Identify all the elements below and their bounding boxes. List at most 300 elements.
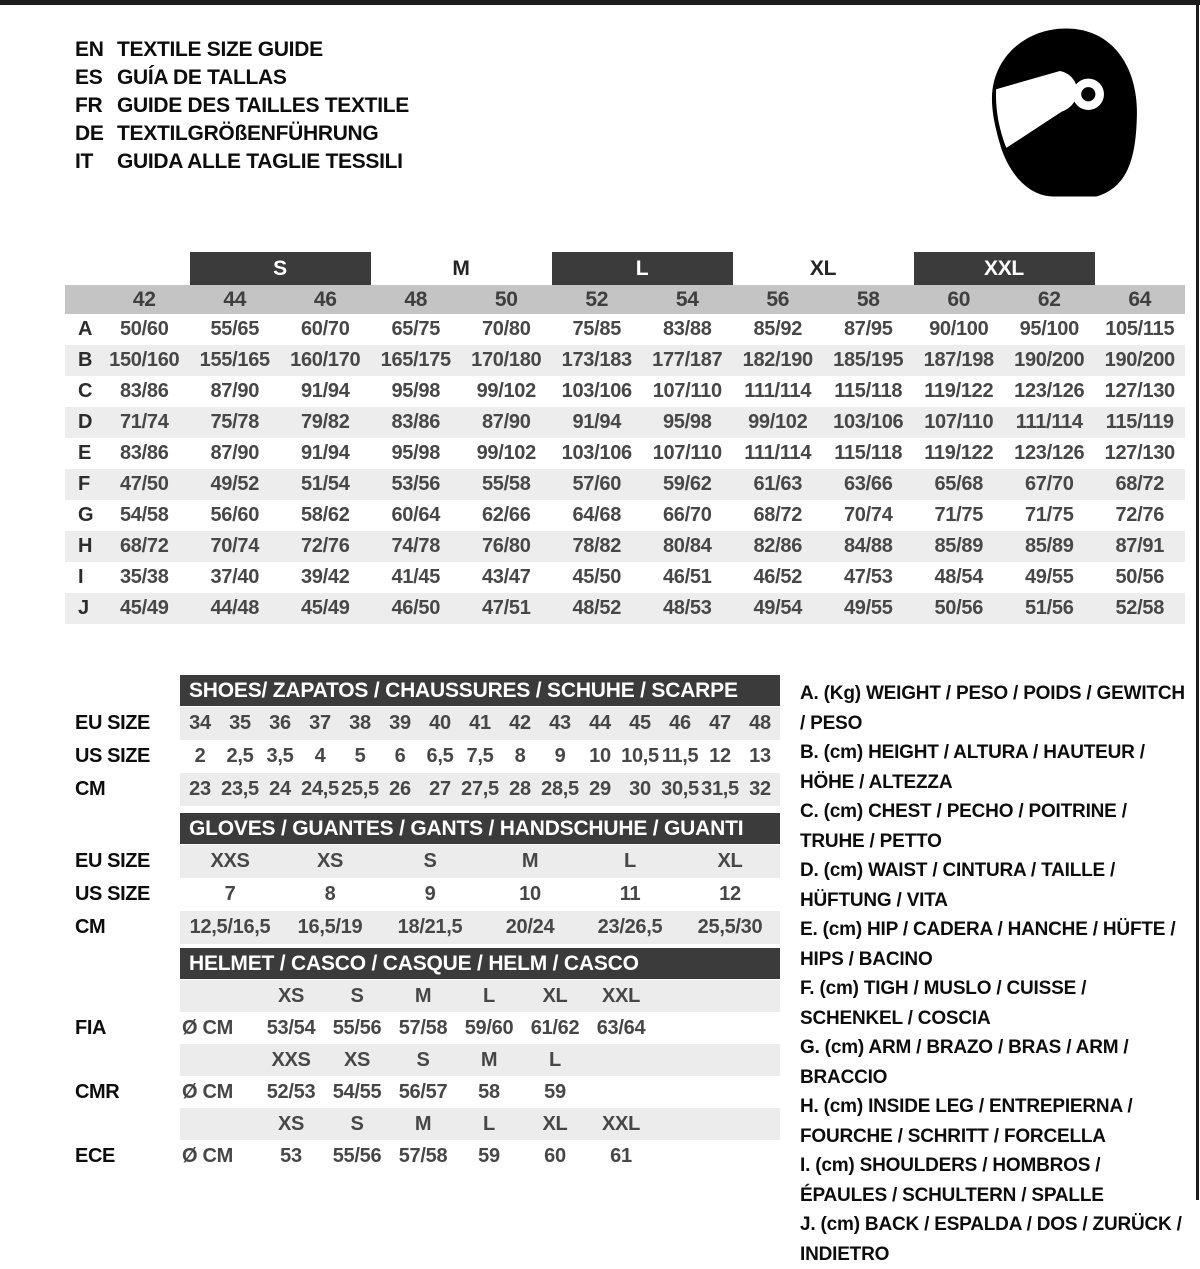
- size-column-header: 58: [823, 285, 914, 314]
- shoes-row: [75, 773, 787, 806]
- size-value-cell: 45/50: [572, 566, 622, 588]
- helmet-size-value: 56/57: [398, 1080, 448, 1103]
- size-value-cell: 48/52: [552, 593, 643, 624]
- gloves-value-cell: 20/24: [505, 916, 555, 938]
- size-value-cell: 71/75: [934, 504, 984, 526]
- helmet-size-label: M: [414, 984, 432, 1007]
- gloves-value-cell: 7: [224, 883, 236, 905]
- size-value-cell: 182/190: [733, 345, 824, 376]
- size-value-cell: 71/74: [99, 407, 190, 438]
- gloves-row-cells: [180, 878, 780, 911]
- shoes-value-cell: 35: [229, 712, 251, 734]
- shoes-value-cell: 39: [389, 712, 411, 734]
- gloves-value-cell: S: [423, 850, 437, 872]
- size-group-s: S: [190, 252, 371, 285]
- size-value-cell: 72/76: [1115, 504, 1165, 526]
- size-column-header: 62: [1004, 285, 1095, 314]
- helmet-size-value: 59: [544, 1080, 566, 1103]
- size-value-cell: 91/94: [300, 442, 350, 464]
- shoes-value-cell: 7,5: [466, 745, 494, 767]
- shoes-value-cell: 9: [554, 745, 566, 767]
- helmet-size-label: S: [350, 984, 364, 1007]
- size-value-cell: 49/54: [733, 593, 824, 624]
- size-value-cell: 51/54: [280, 469, 371, 500]
- helmet-value-cells: [180, 1076, 780, 1108]
- helmet-size-label: XS: [277, 984, 305, 1007]
- helmet-size-value: 57/58: [398, 1144, 448, 1167]
- gloves-row-label: EU SIZE: [75, 850, 150, 872]
- size-group-m: M: [452, 256, 470, 280]
- gloves-table-title: GLOVES / GUANTES / GANTS / HANDSCHUHE / GUANTI: [180, 813, 780, 844]
- size-value-cell: 74/78: [371, 531, 462, 562]
- shoes-row-cells: [180, 773, 780, 806]
- size-column-header: 48: [371, 285, 462, 314]
- helmet-value-row: [75, 1076, 787, 1108]
- size-value-cell: 85/89: [1004, 531, 1095, 562]
- size-value-cell: 82/86: [733, 531, 824, 562]
- shoes-value-cell: 10: [589, 745, 611, 767]
- helmet-value-row: [75, 1140, 787, 1172]
- helmet-size-label: XL: [542, 984, 568, 1007]
- size-value-cell: 63/66: [823, 469, 914, 500]
- shoes-value-cell: 45: [629, 712, 651, 734]
- size-value-cell: 103/106: [823, 407, 914, 438]
- helmet-value-row: [75, 1012, 787, 1044]
- helmet-size-value: 61/62: [530, 1016, 580, 1039]
- legend-item: E. (cm) HIP / CADERA / HANCHE / HÜFTE / HIPS / BACINO: [800, 919, 1176, 970]
- row-letter: B: [65, 345, 99, 376]
- size-group-header-row: [65, 252, 1185, 285]
- size-value-cell: 107/110: [652, 442, 722, 464]
- size-column-header: 46: [280, 285, 371, 314]
- size-value-cell: 127/130: [1104, 442, 1175, 464]
- helmet-value-cells: [180, 1012, 780, 1044]
- size-value-cell: 173/183: [552, 345, 643, 376]
- page-right-border: [1196, 0, 1199, 1200]
- language-code: FR: [75, 94, 103, 117]
- size-value-cell: 99/102: [476, 380, 536, 402]
- shoes-value-cell: 38: [349, 712, 371, 734]
- language-row: [75, 92, 409, 120]
- measurement-legend: [800, 679, 1185, 1269]
- size-value-cell: 119/122: [924, 442, 994, 464]
- size-value-cell: 70/80: [481, 318, 531, 340]
- size-value-cell: 60/64: [391, 504, 441, 526]
- size-value-cell: 87/90: [461, 407, 552, 438]
- size-value-cell: 95/98: [391, 442, 441, 464]
- size-column-header: 56: [733, 285, 824, 314]
- shoes-value-cell: 32: [749, 778, 771, 800]
- size-value-cell: 48/53: [642, 593, 733, 624]
- size-value-cell: 83/86: [119, 380, 169, 402]
- gloves-row-label: CM: [75, 916, 106, 938]
- shoes-value-cell: 44: [589, 712, 611, 734]
- size-value-cell: 49/52: [190, 469, 281, 500]
- shoes-row-label: US SIZE: [75, 745, 150, 767]
- helmet-size-header-cells: [180, 1108, 780, 1140]
- gloves-value-cell: 16,5/19: [297, 916, 363, 938]
- size-value-cell: 50/56: [914, 593, 1005, 624]
- size-value-cell: 55/65: [210, 318, 260, 340]
- size-value-cell: 95/98: [642, 407, 733, 438]
- size-column-header: 42: [99, 285, 190, 314]
- gloves-value-cell: 11: [619, 883, 641, 905]
- helmet-size-label: S: [416, 1048, 430, 1071]
- legend-item: B. (cm) HEIGHT / ALTURA / HAUTEUR / HÖHE / ALTEZZA: [800, 742, 1145, 793]
- shoes-row: [75, 740, 787, 773]
- diameter-unit: Ø CM: [182, 1144, 234, 1167]
- helmet-table-title: HELMET / CASCO / CASQUE / HELM / CASCO: [180, 948, 780, 979]
- size-value-cell: 185/195: [823, 345, 914, 376]
- legend-item: A. (Kg) WEIGHT / PESO / POIDS / GEWITCH / PESO: [800, 683, 1185, 734]
- size-value-cell: 55/58: [461, 469, 552, 500]
- helmet-value-cells: [180, 1140, 780, 1172]
- shoes-value-cell: 24,5: [301, 778, 339, 800]
- language-title: TEXTILGRÖßENFÜHRUNG: [117, 122, 379, 145]
- size-value-cell: 190/200: [1004, 345, 1095, 376]
- row-letter: J: [65, 593, 99, 624]
- size-value-cell: 70/74: [843, 504, 893, 526]
- helmet-size-value: 59/60: [464, 1016, 514, 1039]
- size-value-cell: 87/90: [210, 442, 260, 464]
- textile-row: [65, 500, 1185, 531]
- size-value-cell: 71/75: [1024, 504, 1074, 526]
- size-column-header-row: [65, 285, 1185, 314]
- shoes-value-cell: 27,5: [461, 778, 499, 800]
- shoes-value-cell: 5: [354, 745, 366, 767]
- helmet-size-header-row: [75, 1044, 787, 1076]
- gloves-row: [75, 878, 787, 911]
- shoes-value-cell: 31,5: [701, 778, 739, 800]
- shoes-value-cell: 6,5: [426, 745, 454, 767]
- textile-row: [65, 314, 1185, 345]
- gloves-table: [75, 813, 787, 944]
- shoes-table-title: SHOES/ ZAPATOS / CHAUSSURES / SCHUHE / SCARPE: [180, 675, 780, 706]
- size-value-cell: 75/85: [572, 318, 622, 340]
- legend-item: G. (cm) ARM / BRAZO / BRAS / ARM / BRACCIO: [800, 1037, 1129, 1088]
- shoes-value-cell: 48: [749, 712, 771, 734]
- helmet-icon: [983, 24, 1145, 202]
- size-value-cell: 35/38: [119, 566, 169, 588]
- size-value-cell: 59/62: [642, 469, 733, 500]
- size-value-cell: 103/106: [561, 442, 632, 464]
- size-value-cell: 90/100: [929, 318, 989, 340]
- gloves-row-cells: [180, 911, 780, 944]
- size-value-cell: 127/130: [1104, 380, 1175, 402]
- textile-row: [65, 531, 1185, 562]
- size-value-cell: 105/115: [1105, 318, 1175, 340]
- size-value-cell: 52/58: [1095, 593, 1186, 624]
- size-value-cell: 150/160: [99, 345, 190, 376]
- gloves-value-cell: XS: [316, 850, 344, 872]
- size-value-cell: 39/42: [300, 566, 350, 588]
- diameter-unit: Ø CM: [182, 1080, 234, 1103]
- helmet-size-value: 61: [610, 1144, 632, 1167]
- gloves-value-cell: 23/26,5: [597, 916, 663, 938]
- shoes-value-cell: 2,5: [226, 745, 254, 767]
- size-value-cell: 85/89: [914, 531, 1005, 562]
- helmet-size-value: 55/56: [332, 1144, 382, 1167]
- shoes-value-cell: 40: [429, 712, 451, 734]
- legend-item: J. (cm) BACK / ESPALDA / DOS / ZURÜCK / INDIETRO: [800, 1214, 1182, 1265]
- size-value-cell: 44/48: [190, 593, 281, 624]
- gloves-value-cell: 18/21,5: [397, 916, 463, 938]
- size-value-cell: 43/47: [481, 566, 531, 588]
- helmet-size-header-row: [75, 980, 787, 1012]
- shoes-row: [75, 707, 787, 740]
- size-value-cell: 107/110: [914, 407, 1005, 438]
- gloves-value-cell: XL: [717, 850, 743, 872]
- shoes-value-cell: 30,5: [661, 778, 699, 800]
- shoes-value-cell: 43: [549, 712, 571, 734]
- row-letter: E: [78, 442, 92, 464]
- textile-row: [65, 407, 1185, 438]
- textile-size-table: [65, 252, 1185, 624]
- page-top-border: [0, 0, 1200, 5]
- helmet-size-header-row: [75, 1108, 787, 1140]
- standard-label-ece: ECE: [75, 1144, 115, 1167]
- size-value-cell: 160/170: [280, 345, 371, 376]
- shoes-value-cell: 30: [629, 778, 651, 800]
- size-value-cell: 57/60: [552, 469, 643, 500]
- size-value-cell: 58/62: [300, 504, 350, 526]
- size-value-cell: 115/119: [1095, 407, 1186, 438]
- shoes-value-cell: 8: [514, 745, 526, 767]
- size-value-cell: 115/118: [834, 380, 903, 402]
- size-value-cell: 80/84: [642, 531, 733, 562]
- helmet-size-value: 59: [478, 1144, 500, 1167]
- size-value-cell: 75/78: [190, 407, 281, 438]
- helmet-table: [75, 948, 787, 1172]
- gloves-value-cell: 10: [519, 883, 541, 905]
- size-value-cell: 85/92: [753, 318, 803, 340]
- size-value-cell: 95/98: [391, 380, 441, 402]
- helmet-size-label: L: [483, 984, 495, 1007]
- row-letter: I: [78, 566, 84, 588]
- size-value-cell: 165/175: [371, 345, 462, 376]
- size-value-cell: 49/55: [1024, 566, 1074, 588]
- textile-row: [65, 345, 1185, 376]
- helmet-size-value: 55/56: [332, 1016, 382, 1039]
- shoes-value-cell: 11,5: [661, 745, 699, 767]
- size-value-cell: 95/100: [1019, 318, 1079, 340]
- size-value-cell: 79/82: [280, 407, 371, 438]
- helmet-size-value: 53: [280, 1144, 302, 1167]
- size-value-cell: 187/198: [914, 345, 1005, 376]
- group-spacer-cell: [65, 252, 190, 285]
- legend-item: C. (cm) CHEST / PECHO / POITRINE / TRUHE / PETTO: [800, 801, 1127, 852]
- size-value-cell: 103/106: [561, 380, 632, 402]
- helmet-size-label: XL: [542, 1112, 568, 1135]
- shoes-value-cell: 23: [189, 778, 211, 800]
- size-value-cell: 61/63: [733, 469, 824, 500]
- size-value-cell: 46/50: [371, 593, 462, 624]
- standard-label-fia: FIA: [75, 1016, 107, 1039]
- textile-row: [65, 438, 1185, 469]
- legend-item: I. (cm) SHOULDERS / HOMBROS / ÉPAULES / SCHULTERN / SPALLE: [800, 1155, 1104, 1206]
- size-value-cell: 170/180: [461, 345, 552, 376]
- size-value-cell: 70/74: [190, 531, 281, 562]
- column-header-corner: [65, 285, 99, 314]
- helmet-size-label: XXL: [602, 984, 640, 1007]
- shoes-table: [75, 675, 787, 806]
- gloves-row-cells: [180, 845, 780, 878]
- language-row: [75, 36, 409, 64]
- size-value-cell: 56/60: [210, 504, 260, 526]
- size-value-cell: 83/86: [119, 442, 169, 464]
- size-value-cell: 72/76: [280, 531, 371, 562]
- size-value-cell: 47/50: [99, 469, 190, 500]
- helmet-size-value: 60: [544, 1144, 566, 1167]
- shoes-row-cells: [180, 707, 780, 740]
- size-group-xxl: XXL: [914, 252, 1095, 285]
- helmet-size-header-cells: [180, 1044, 780, 1076]
- size-value-cell: 155/165: [190, 345, 281, 376]
- shoes-value-cell: 46: [669, 712, 691, 734]
- shoes-value-cell: 13: [749, 745, 771, 767]
- shoes-value-cell: 25,5: [341, 778, 379, 800]
- size-value-cell: 37/40: [210, 566, 260, 588]
- helmet-size-header-cells: [180, 980, 780, 1012]
- shoes-value-cell: 28,5: [541, 778, 579, 800]
- size-value-cell: 64/68: [572, 504, 622, 526]
- shoes-value-cell: 10,5: [621, 745, 659, 767]
- shoes-value-cell: 6: [394, 745, 406, 767]
- size-value-cell: 177/187: [642, 345, 733, 376]
- diameter-unit: Ø CM: [182, 1016, 234, 1039]
- size-value-cell: 50/56: [1115, 566, 1165, 588]
- size-value-cell: 83/88: [662, 318, 712, 340]
- size-value-cell: 46/52: [753, 566, 803, 588]
- language-code: IT: [75, 150, 94, 173]
- helmet-size-label: XS: [277, 1112, 305, 1135]
- size-value-cell: 99/102: [733, 407, 824, 438]
- helmet-size-label: XS: [343, 1048, 371, 1071]
- size-value-cell: 50/60: [119, 318, 169, 340]
- size-value-cell: 83/86: [371, 407, 462, 438]
- textile-row: [65, 469, 1185, 500]
- size-value-cell: 68/72: [1095, 469, 1186, 500]
- shoes-value-cell: 34: [189, 712, 211, 734]
- size-value-cell: 51/56: [1004, 593, 1095, 624]
- helmet-size-value: 63/64: [596, 1016, 646, 1039]
- size-value-cell: 107/110: [652, 380, 722, 402]
- shoes-value-cell: 12: [709, 745, 731, 767]
- size-value-cell: 119/122: [924, 380, 994, 402]
- size-value-cell: 62/66: [481, 504, 531, 526]
- size-column-header: 64: [1095, 285, 1186, 314]
- size-value-cell: 91/94: [300, 380, 350, 402]
- gloves-row-label: US SIZE: [75, 883, 150, 905]
- shoes-value-cell: 4: [314, 745, 326, 767]
- size-value-cell: 46/51: [662, 566, 712, 588]
- row-letter: H: [65, 531, 99, 562]
- helmet-size-label: XXL: [602, 1112, 640, 1135]
- shoes-value-cell: 3,5: [266, 745, 294, 767]
- shoes-value-cell: 41: [469, 712, 491, 734]
- gloves-row: [75, 911, 787, 944]
- row-letter: G: [78, 504, 94, 526]
- helmet-size-label: L: [483, 1112, 495, 1135]
- shoes-value-cell: 2: [194, 745, 206, 767]
- textile-row: [65, 376, 1185, 407]
- gloves-value-cell: 8: [324, 883, 336, 905]
- gloves-value-cell: L: [624, 850, 636, 872]
- shoes-value-cell: 29: [589, 778, 611, 800]
- language-row: [75, 120, 409, 148]
- size-value-cell: 41/45: [391, 566, 441, 588]
- gloves-row: [75, 845, 787, 878]
- shoes-row-label: EU SIZE: [75, 712, 150, 734]
- shoes-value-cell: 26: [389, 778, 411, 800]
- helmet-size-label: M: [414, 1112, 432, 1135]
- size-value-cell: 99/102: [476, 442, 536, 464]
- row-letter: D: [65, 407, 99, 438]
- shoes-row-label: CM: [75, 778, 106, 800]
- size-value-cell: 45/49: [280, 593, 371, 624]
- shoes-value-cell: 23,5: [221, 778, 259, 800]
- helmet-size-value: 53/54: [266, 1016, 316, 1039]
- language-code: EN: [75, 38, 104, 61]
- shoes-value-cell: 24: [269, 778, 291, 800]
- language-row: [75, 148, 409, 176]
- size-value-cell: 65/75: [391, 318, 441, 340]
- gloves-value-cell: 25,5/30: [697, 916, 763, 938]
- row-letter: C: [78, 380, 93, 402]
- gloves-value-cell: XXS: [210, 850, 250, 872]
- row-letter: A: [78, 318, 93, 340]
- size-value-cell: 78/82: [552, 531, 643, 562]
- language-title: GUÍA DE TALLAS: [117, 66, 287, 89]
- size-value-cell: 66/70: [662, 504, 712, 526]
- textile-row: [65, 562, 1185, 593]
- size-value-cell: 111/114: [1004, 407, 1095, 438]
- size-value-cell: 87/95: [843, 318, 893, 340]
- language-title-list: [75, 36, 409, 176]
- size-group-xl: XL: [809, 256, 837, 280]
- shoes-value-cell: 36: [269, 712, 291, 734]
- size-value-cell: 48/54: [934, 566, 984, 588]
- size-value-cell: 45/49: [99, 593, 190, 624]
- shoes-value-cell: 37: [309, 712, 331, 734]
- size-value-cell: 68/72: [753, 504, 803, 526]
- size-value-cell: 60/70: [300, 318, 350, 340]
- helmet-size-value: 58: [478, 1080, 500, 1103]
- legend-item: H. (cm) INSIDE LEG / ENTREPIERNA / FOURCHE / SCHRITT / FORCELLA: [800, 1096, 1133, 1147]
- language-title: TEXTILE SIZE GUIDE: [117, 38, 323, 61]
- size-value-cell: 123/126: [1014, 442, 1085, 464]
- size-value-cell: 91/94: [552, 407, 643, 438]
- size-value-cell: 190/200: [1095, 345, 1186, 376]
- size-value-cell: 47/51: [461, 593, 552, 624]
- textile-row: [65, 593, 1185, 624]
- size-value-cell: 67/70: [1004, 469, 1095, 500]
- language-code: ES: [75, 66, 103, 89]
- row-letter: F: [65, 469, 99, 500]
- size-value-cell: 76/80: [461, 531, 552, 562]
- language-row: [75, 64, 409, 92]
- legend-item: F. (cm) TIGH / MUSLO / CUISSE / SCHENKEL / COSCIA: [800, 978, 1087, 1029]
- size-value-cell: 53/56: [371, 469, 462, 500]
- language-title: GUIDA ALLE TAGLIE TESSILI: [117, 150, 403, 173]
- size-column-header: 60: [914, 285, 1005, 314]
- size-value-cell: 87/91: [1095, 531, 1186, 562]
- helmet-size-label: M: [480, 1048, 498, 1071]
- group-spacer-cell: [1095, 252, 1186, 285]
- size-value-cell: 68/72: [99, 531, 190, 562]
- helmet-size-value: 57/58: [398, 1016, 448, 1039]
- helmet-size-value: 54/55: [332, 1080, 382, 1103]
